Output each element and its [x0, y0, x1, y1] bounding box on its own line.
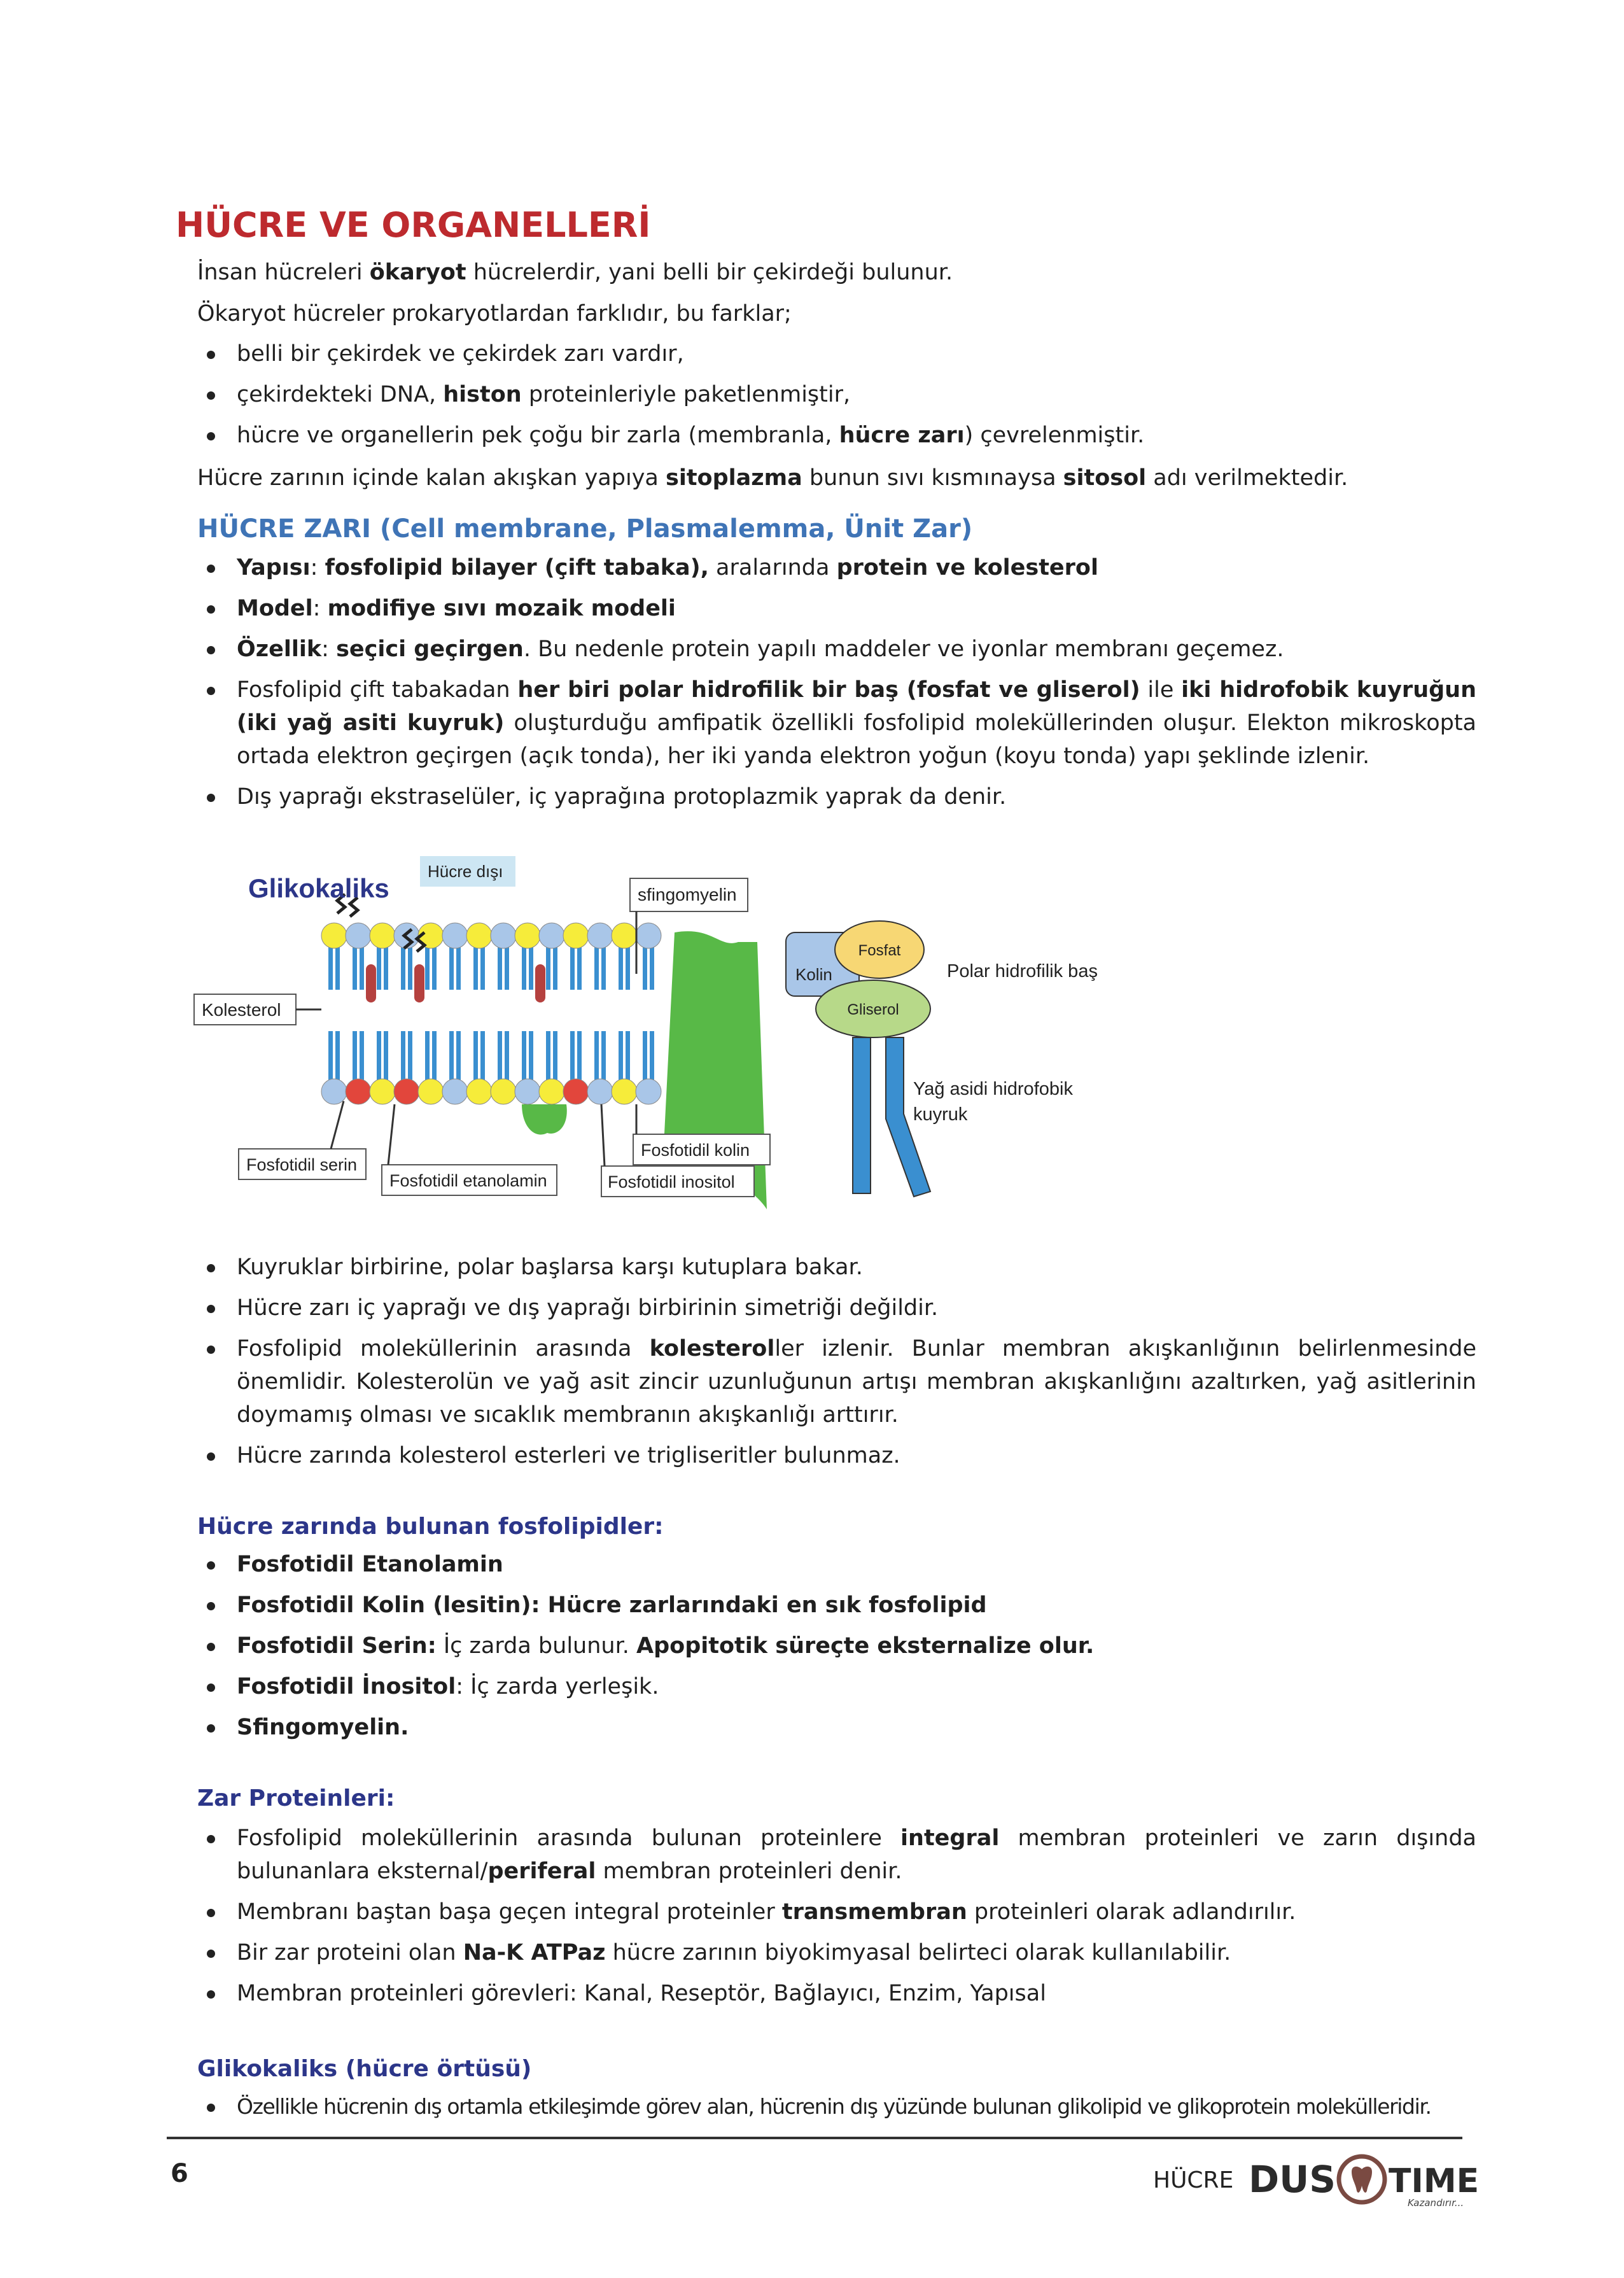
lipid-tail	[449, 942, 454, 990]
fosfotidil-etanolamin-label: Fosfotidil etanolamin	[389, 1171, 547, 1190]
lipid-tail	[353, 942, 357, 990]
lipid-head	[563, 923, 589, 948]
proteins-heading: Zar Proteinleri:	[197, 1785, 395, 1811]
lipid-tail	[408, 1031, 412, 1082]
list-item: Fosfolipid moleküllerinin arasında bulunan proteinlere integral membran proteinleri ve zarın dışında bulunanlara eksternal/periferal membran proteinleri denir.	[197, 1822, 1476, 1888]
lipid-tail	[643, 942, 647, 990]
lipid-head	[491, 923, 516, 948]
lipid-head	[587, 923, 613, 948]
lipid-tail	[401, 1031, 405, 1082]
lipid-tail	[577, 1031, 582, 1082]
lipid-tail	[546, 1031, 550, 1082]
kolin-label: Kolin	[795, 965, 832, 984]
lipid-tail	[473, 1031, 478, 1082]
lipid-head	[539, 1079, 564, 1104]
lipid-head	[612, 923, 637, 948]
lipid-head	[346, 1079, 371, 1104]
sfingomyelin-label: sfingomyelin	[638, 885, 737, 904]
lipid-tail	[432, 942, 437, 990]
yag-asidi-label-2: kuyruk	[913, 1104, 968, 1125]
lipid-head	[515, 1079, 540, 1104]
lipid-tail	[498, 942, 502, 990]
hucre-disi-label: Hücre dışı	[428, 862, 503, 881]
membrane-diagram	[191, 853, 1464, 1228]
lipid-tail	[643, 1031, 647, 1082]
intro-line-1: İnsan hücreleri ökaryot hücrelerdir, yani belli bir çekirdeği bulunur.	[197, 260, 953, 285]
lipid-tail	[505, 1031, 509, 1082]
list-item: Bir zar proteini olan Na-K ATPaz hücre zarının biyokimyasal belirteci olarak kullanılabilir.	[197, 1936, 1476, 1969]
list-item: Fosfotidil Serin: İç zarda bulunur. Apopitotik süreçte eksternalize olur.	[197, 1629, 1476, 1663]
membrane-bullets	[197, 551, 1476, 821]
page-number: 6	[171, 2159, 188, 2188]
list-item: Özellikle hücrenin dış ortamla etkileşimde görev alan, hücrenin dış yüzünde bulunan glikolipid ve glikoprotein molekülleridir.	[197, 2090, 1476, 2123]
lipid-head	[515, 923, 540, 948]
lipid-tail	[456, 942, 461, 990]
lipid-tail	[553, 1031, 557, 1082]
cholesterol-molecule	[414, 964, 424, 1002]
list-item: Membran proteinleri görevleri: Kanal, Reseptör, Bağlayıcı, Enzim, Yapısal	[197, 1977, 1476, 2010]
list-item: Fosfolipid çift tabakadan her biri polar hidrofilik bir baş (fosfat ve gliserol) ile iki hidrofobik kuyruğun (iki yağ asiti kuyruk) oluşturduğu amfipatik özellikli fosfolipid moleküllerinden oluşur. Elekton mikroskopta ortada elektron geçirgen (açık tonda), her iki yanda elektron yoğun (koyu tonda) yapı şeklinde izlenir.	[197, 673, 1476, 773]
list-item: Dış yaprağı ekstraselüler, iç yaprağına protoplazmik yaprak da denir.	[197, 780, 1476, 813]
lipid-tail	[384, 942, 388, 990]
lipid-tail	[377, 1031, 381, 1082]
lipid-head	[466, 923, 492, 948]
membrane-heading: HÜCRE ZARI (Cell membrane, Plasmalemma, Ünit Zar)	[197, 514, 973, 544]
lipid-head	[418, 1079, 444, 1104]
intro-line-3: Hücre zarının içinde kalan akışkan yapıya sitoplazma bunun sıvı kısmınaysa sitosol adı verilmektedir.	[197, 465, 1348, 491]
fosfotidil-inositol-label: Fosfotidil inositol	[608, 1172, 735, 1192]
list-item: Membranı baştan başa geçen integral proteinler transmembran proteinleri olarak adlandırılır.	[197, 1895, 1476, 1929]
lipid-head	[563, 1079, 589, 1104]
lipid-tail	[522, 1031, 526, 1082]
fosfotidil-kolin-label: Fosfotidil kolin	[641, 1141, 750, 1160]
lipid-head	[346, 923, 371, 948]
lipid-tail	[577, 942, 582, 990]
lipid-tail	[328, 1031, 333, 1082]
lipid-tail	[505, 942, 509, 990]
list-item: Hücre zarı iç yaprağı ve dış yaprağı birbirinin simetriği değildir.	[197, 1291, 1476, 1325]
lipid-tail	[480, 942, 485, 990]
lipid-tail	[432, 1031, 437, 1082]
lipid-tail	[456, 1031, 461, 1082]
glycocalyx-heading: Glikokaliks (hücre örtüsü)	[197, 2056, 532, 2082]
lipid-tail	[650, 1031, 654, 1082]
lipid-head	[442, 1079, 468, 1104]
lipid-tail	[650, 942, 654, 990]
lipid-head	[491, 1079, 516, 1104]
lipid-tail	[626, 1031, 630, 1082]
dustime-logo	[1249, 2153, 1480, 2210]
phospholipids-bullets	[197, 1548, 1476, 1752]
intro-bullets	[197, 337, 1476, 460]
peripheral-protein	[522, 1104, 567, 1135]
phospholipids-heading: Hücre zarında bulunan fosfolipidler:	[197, 1514, 664, 1540]
lipid-tail	[553, 942, 557, 990]
lipid-tail	[626, 942, 630, 990]
lipid-tail	[594, 1031, 599, 1082]
lipid-head	[442, 923, 468, 948]
lipid-head	[466, 1079, 492, 1104]
polar-bas-label: Polar hidrofilik baş	[947, 961, 1098, 981]
phospholipid-bilayer	[321, 923, 661, 1104]
logo-text-left: DUS	[1249, 2158, 1336, 2201]
lipid-tail	[619, 1031, 623, 1082]
lipid-head	[370, 1079, 395, 1104]
lipid-tail	[570, 1031, 575, 1082]
fatty-acid-tail	[853, 1037, 871, 1193]
lipid-head	[394, 1079, 419, 1104]
lipid-tail	[401, 942, 405, 990]
list-item: Özellik: seçici geçirgen. Bu nedenle protein yapılı maddeler ve iyonlar membranı geçemez.	[197, 633, 1476, 666]
lipid-head	[612, 1079, 637, 1104]
lipid-tail	[570, 942, 575, 990]
fosfotidil-serin-label: Fosfotidil serin	[246, 1155, 358, 1174]
fosfat-label: Fosfat	[858, 942, 901, 959]
lipid-tail	[425, 1031, 430, 1082]
yag-asidi-label-1: Yağ asidi hidrofobik	[913, 1079, 1073, 1099]
lipid-tail	[522, 942, 526, 990]
cholesterol-molecule	[535, 964, 545, 1002]
lipid-tail	[384, 1031, 388, 1082]
list-item: belli bir çekirdek ve çekirdek zarı vardır,	[197, 337, 1476, 370]
lipid-tail	[601, 1031, 606, 1082]
lipid-tail	[425, 942, 430, 990]
lipid-head	[636, 1079, 661, 1104]
lipid-tail	[360, 1031, 364, 1082]
lipid-tail	[328, 942, 333, 990]
lipid-tail	[529, 942, 533, 990]
lipid-tail	[360, 942, 364, 990]
lipid-head	[370, 923, 395, 948]
lipid-tail	[449, 1031, 454, 1082]
list-item: Fosfotidil Etanolamin	[197, 1548, 1476, 1581]
lipid-tail	[619, 942, 623, 990]
lipid-tail	[335, 942, 340, 990]
list-item: Hücre zarında kolesterol esterleri ve trigliseritler bulunmaz.	[197, 1439, 1476, 1472]
list-item: Model: modifiye sıvı mozaik modeli	[197, 592, 1476, 625]
logo-text-right: TIME	[1389, 2162, 1480, 2200]
list-item: Fosfotidil Kolin (lesitin): Hücre zarlarındaki en sık fosfolipid	[197, 1589, 1476, 1622]
footer-divider	[167, 2137, 1462, 2139]
logo-tagline: Kazandırır...	[1408, 2197, 1464, 2209]
lipid-tail	[601, 942, 606, 990]
lipid-tail	[353, 1031, 357, 1082]
page-title: HÜCRE VE ORGANELLERİ	[176, 205, 651, 245]
lipid-head	[321, 1079, 347, 1104]
lipid-tail	[480, 1031, 485, 1082]
notes-bullets	[197, 1251, 1476, 1480]
footer-section-label: HÜCRE	[1153, 2167, 1234, 2193]
lipid-tail	[546, 942, 550, 990]
tooth-icon	[1339, 2156, 1385, 2202]
lipid-head	[636, 923, 661, 948]
list-item: Kuyruklar birbirine, polar başlarsa karşı kutuplara bakar.	[197, 1251, 1476, 1284]
list-item: Fosfotidil İnositol: İç zarda yerleşik.	[197, 1670, 1476, 1703]
cholesterol-molecule	[366, 964, 376, 1002]
gliserol-label: Gliserol	[847, 1001, 899, 1018]
glycocalyx-bullets	[197, 2090, 1476, 2131]
lipid-tail	[408, 942, 412, 990]
list-item: çekirdekteki DNA, histon proteinleriyle paketlenmiştir,	[197, 378, 1476, 411]
lipid-head	[539, 923, 564, 948]
lipid-head	[321, 923, 347, 948]
list-item: hücre ve organellerin pek çoğu bir zarla (membranla, hücre zarı) çevrelenmiştir.	[197, 419, 1476, 452]
list-item: Fosfolipid moleküllerinin arasında kolesteroller izlenir. Bunlar membran akışkanlığının belirlenmesinde önemlidir. Kolesterolün ve yağ asit zincir uzunluğunun artışı membran akışkanlığını azaltırken, yağ asitlerinin doymamış olması ve sıcaklık membranın akışkanlığı arttırır.	[197, 1332, 1476, 1431]
list-item: Sfingomyelin.	[197, 1711, 1476, 1744]
intro-line-2: Ökaryot hücreler prokaryotlardan farklıdır, bu farklar;	[197, 301, 792, 327]
lipid-tail	[498, 1031, 502, 1082]
lipid-tail	[594, 942, 599, 990]
lipid-tail	[529, 1031, 533, 1082]
glikokaliks-label: Glikokaliks	[248, 873, 389, 903]
kolesterol-label: Kolesterol	[202, 1000, 281, 1020]
lipid-tail	[377, 942, 381, 990]
lipid-tail	[473, 942, 478, 990]
lipid-tail	[335, 1031, 340, 1082]
lipid-head	[587, 1079, 613, 1104]
list-item: Yapısı: fosfolipid bilayer (çift tabaka), aralarında protein ve kolesterol	[197, 551, 1476, 584]
proteins-bullets	[197, 1822, 1476, 2018]
